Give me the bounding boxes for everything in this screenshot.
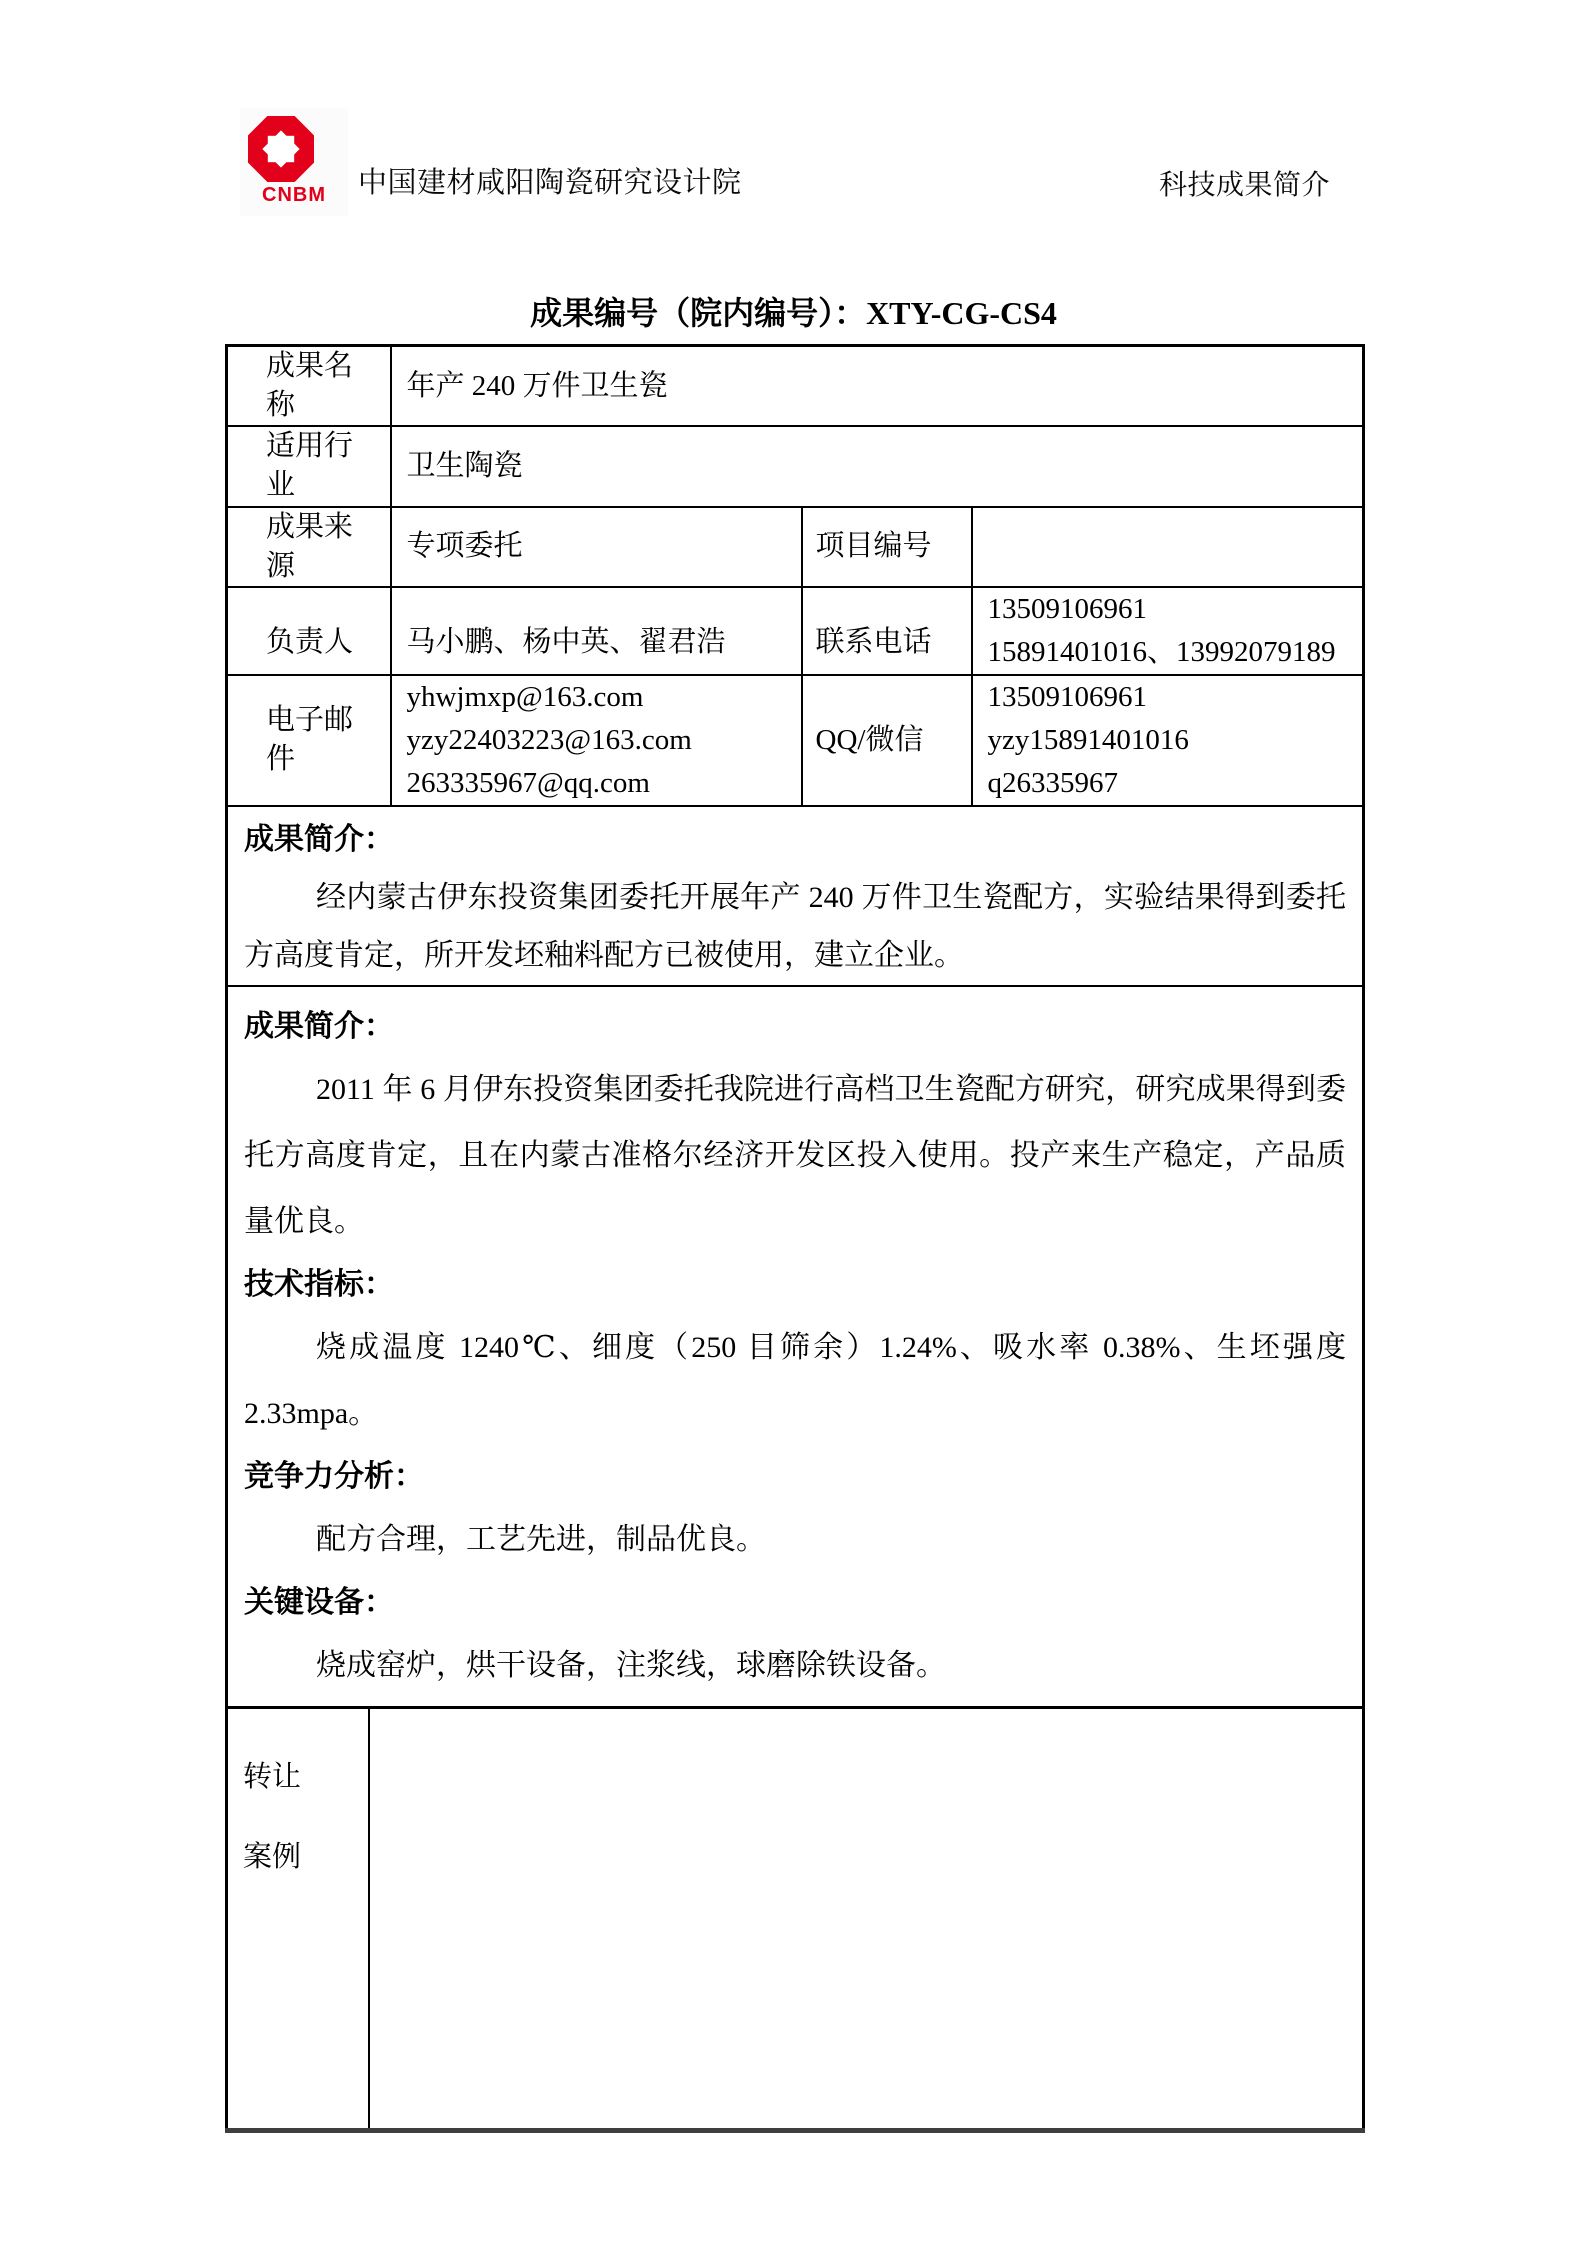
section-heading: 技术指标：: [244, 1267, 394, 1301]
row-transfer: [227, 1708, 1364, 2131]
section-body: 烧成窑炉，烘干设备，注浆线，球磨除铁设备。: [316, 1648, 946, 1682]
row-summary: [227, 806, 1364, 986]
leader-value: 马小鹏、杨中英、翟君浩: [391, 587, 802, 675]
sections-cell: [227, 986, 1364, 1708]
transfer-label-line: 转让: [243, 1761, 302, 1794]
row-industry: [227, 426, 1364, 506]
source-label: 成果来源: [227, 507, 391, 587]
qq-line: yzy15891401016: [987, 723, 1189, 756]
section-heading: 成果简介：: [244, 1009, 394, 1043]
phone-value: [972, 587, 1364, 675]
transfer-value: [369, 1708, 1364, 2131]
summary-body: 经内蒙古伊东投资集团委托开展年产 240 万件卫生瓷配方，实验结果得到委托方高度肯定，所开发坯釉料配方已被使用，建立企业。: [244, 880, 1347, 972]
doc-title: 成果编号（院内编号）：XTY-CG-CS4: [530, 295, 1057, 331]
row-name: [227, 346, 1364, 427]
transfer-label-line: 案例: [243, 1841, 302, 1874]
cnbm-octagon-icon: [248, 116, 314, 182]
row-source: [227, 507, 1364, 587]
qq-wechat-value: [972, 675, 1364, 806]
cnbm-logo: [240, 108, 348, 216]
leader-label: 负责人: [227, 587, 391, 675]
phone-line: 13509106961: [987, 592, 1147, 625]
results-table-footer: [225, 1706, 1365, 2133]
project-no-label: 项目编号: [802, 507, 972, 587]
transfer-label: [227, 1708, 369, 2131]
project-no-value: [972, 507, 1364, 587]
name-label: 成果名称: [227, 346, 391, 427]
email-line: 263335967@qq.com: [406, 766, 650, 799]
email-value: [391, 675, 802, 806]
email-line: yhwjmxp@163.com: [406, 680, 644, 713]
row-sections: [227, 986, 1364, 1708]
section-body: 烧成温度 1240℃、细度（250 目筛余）1.24%、吸水率 0.38%、生坯强度 2.33mpa。: [244, 1330, 1347, 1430]
institute-name: 中国建材咸阳陶瓷研究设计院: [358, 167, 742, 199]
page-header: [0, 0, 1587, 230]
email-line: yzy22403223@163.com: [406, 723, 692, 756]
name-value: 年产 240 万件卫生瓷: [391, 346, 1364, 427]
results-table-main: [225, 344, 1365, 1709]
source-value: 专项委托: [391, 507, 802, 587]
phone-label: 联系电话: [802, 587, 972, 675]
section-body: 配方合理，工艺先进，制品优良。: [316, 1522, 766, 1556]
qq-line: q26335967: [987, 766, 1118, 799]
section-heading: 关键设备：: [244, 1585, 394, 1619]
industry-label: 适用行业: [227, 426, 391, 506]
summary-heading: 成果简介：: [244, 822, 394, 856]
qq-wechat-label: QQ/微信: [802, 675, 972, 806]
doc-type-label: 科技成果简介: [1158, 169, 1330, 200]
industry-value: 卫生陶瓷: [391, 426, 1364, 506]
results-table: [225, 344, 1362, 2133]
cnbm-brand-label: CNBM: [262, 184, 326, 206]
qq-line: 13509106961: [987, 680, 1147, 713]
phone-line: 15891401016、13992079189: [987, 635, 1336, 668]
row-email: [227, 675, 1364, 806]
section-body: 2011 年 6 月伊东投资集团委托我院进行高档卫生瓷配方研究，研究成果得到委托方高度肯定，且在内蒙古准格尔经济开发区投入使用。投产来生产稳定，产品质量优良。: [244, 1072, 1347, 1238]
summary-cell: [227, 806, 1364, 986]
section-heading: 竞争力分析：: [244, 1459, 424, 1493]
row-leader: [227, 587, 1364, 675]
email-label: 电子邮件: [227, 675, 391, 806]
